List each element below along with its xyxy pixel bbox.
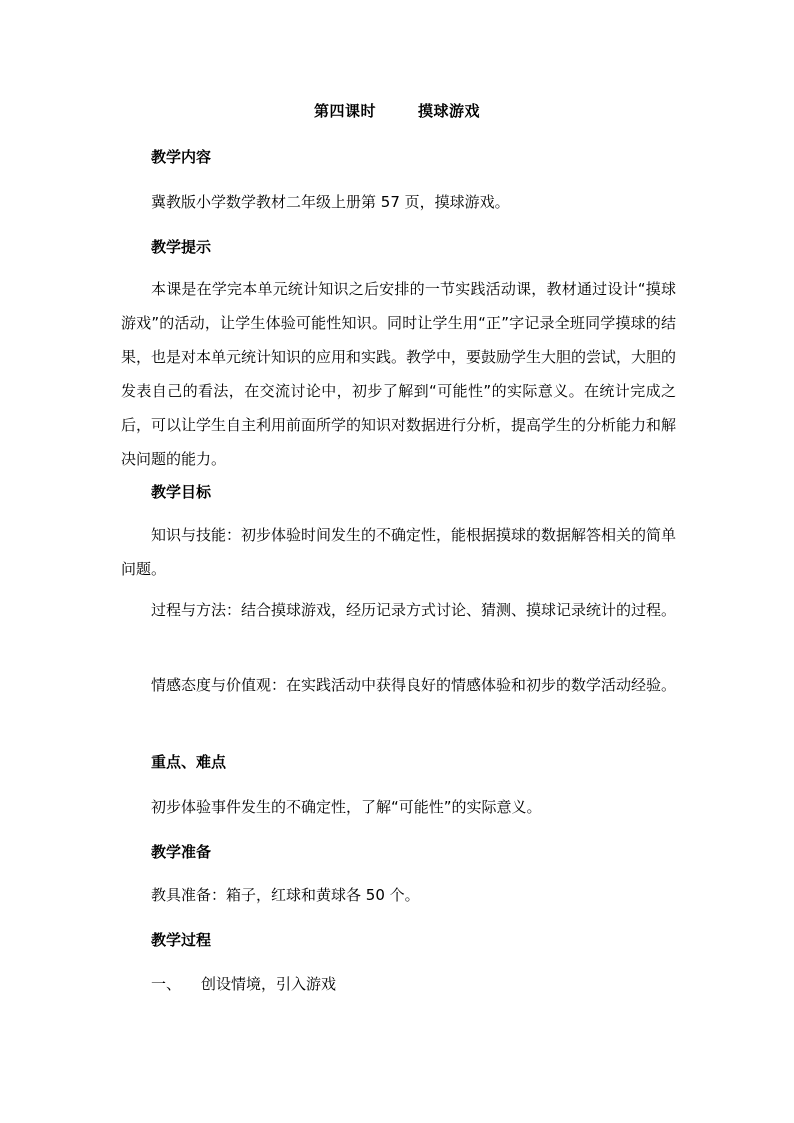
goal-emotion-attitude: 情感态度与价值观：在实践活动中获得良好的情感体验和初步的数学活动经验。	[151, 676, 677, 694]
content-heading: 教学内容	[151, 148, 212, 166]
lesson-topic: 摸球游戏	[418, 102, 481, 120]
lesson-number: 第四课时	[313, 102, 376, 120]
goal-process-method: 过程与方法：结合摸球游戏，经历记录方式讨论、猜测、摸球记录统计的过程。	[151, 601, 677, 619]
goal-knowledge-skill: 知识与技能：初步体验时间发生的不确定性，能根据摸球的数据解答相关的简单问题。	[121, 526, 677, 578]
prep-text: 教具准备：箱子，红球和黄球各 50 个。	[151, 886, 420, 904]
content-text: 冀教版小学数学教材二年级上册第 57 页，摸球游戏。	[151, 193, 510, 211]
key-heading: 重点、难点	[151, 753, 227, 771]
lesson-title	[0, 100, 794, 122]
process-step	[121, 967, 676, 1001]
goal-heading: 教学目标	[151, 483, 212, 501]
hint-heading: 教学提示	[151, 238, 212, 256]
hint-text: 本课是在学完本单元统计知识之后安排的一节实践活动课，教材通过设计“摸球游戏”的活动，让学生体验可能性知识。同时让学生用“正”字记录全班同学摸球的结果，也是对本单元统计知识的应用和实践。教学中，要鼓励学生大胆的尝试，大胆的发表自己的看法，在交流讨论中，初步了解到“可能性”的实际意义。在统计完成之后，可以让学生自主利用前面所学的知识对数据进行分析，提高学生的分析能力和解决问题的能力。	[121, 280, 677, 468]
prep-heading: 教学准备	[151, 843, 212, 861]
process-heading: 教学过程	[151, 931, 212, 949]
process-step-text: 创设情境，引入游戏	[201, 975, 337, 993]
process-step-number: 一、	[151, 975, 182, 993]
key-text: 初步体验事件发生的不确定性，了解“可能性”的实际意义。	[151, 798, 542, 816]
